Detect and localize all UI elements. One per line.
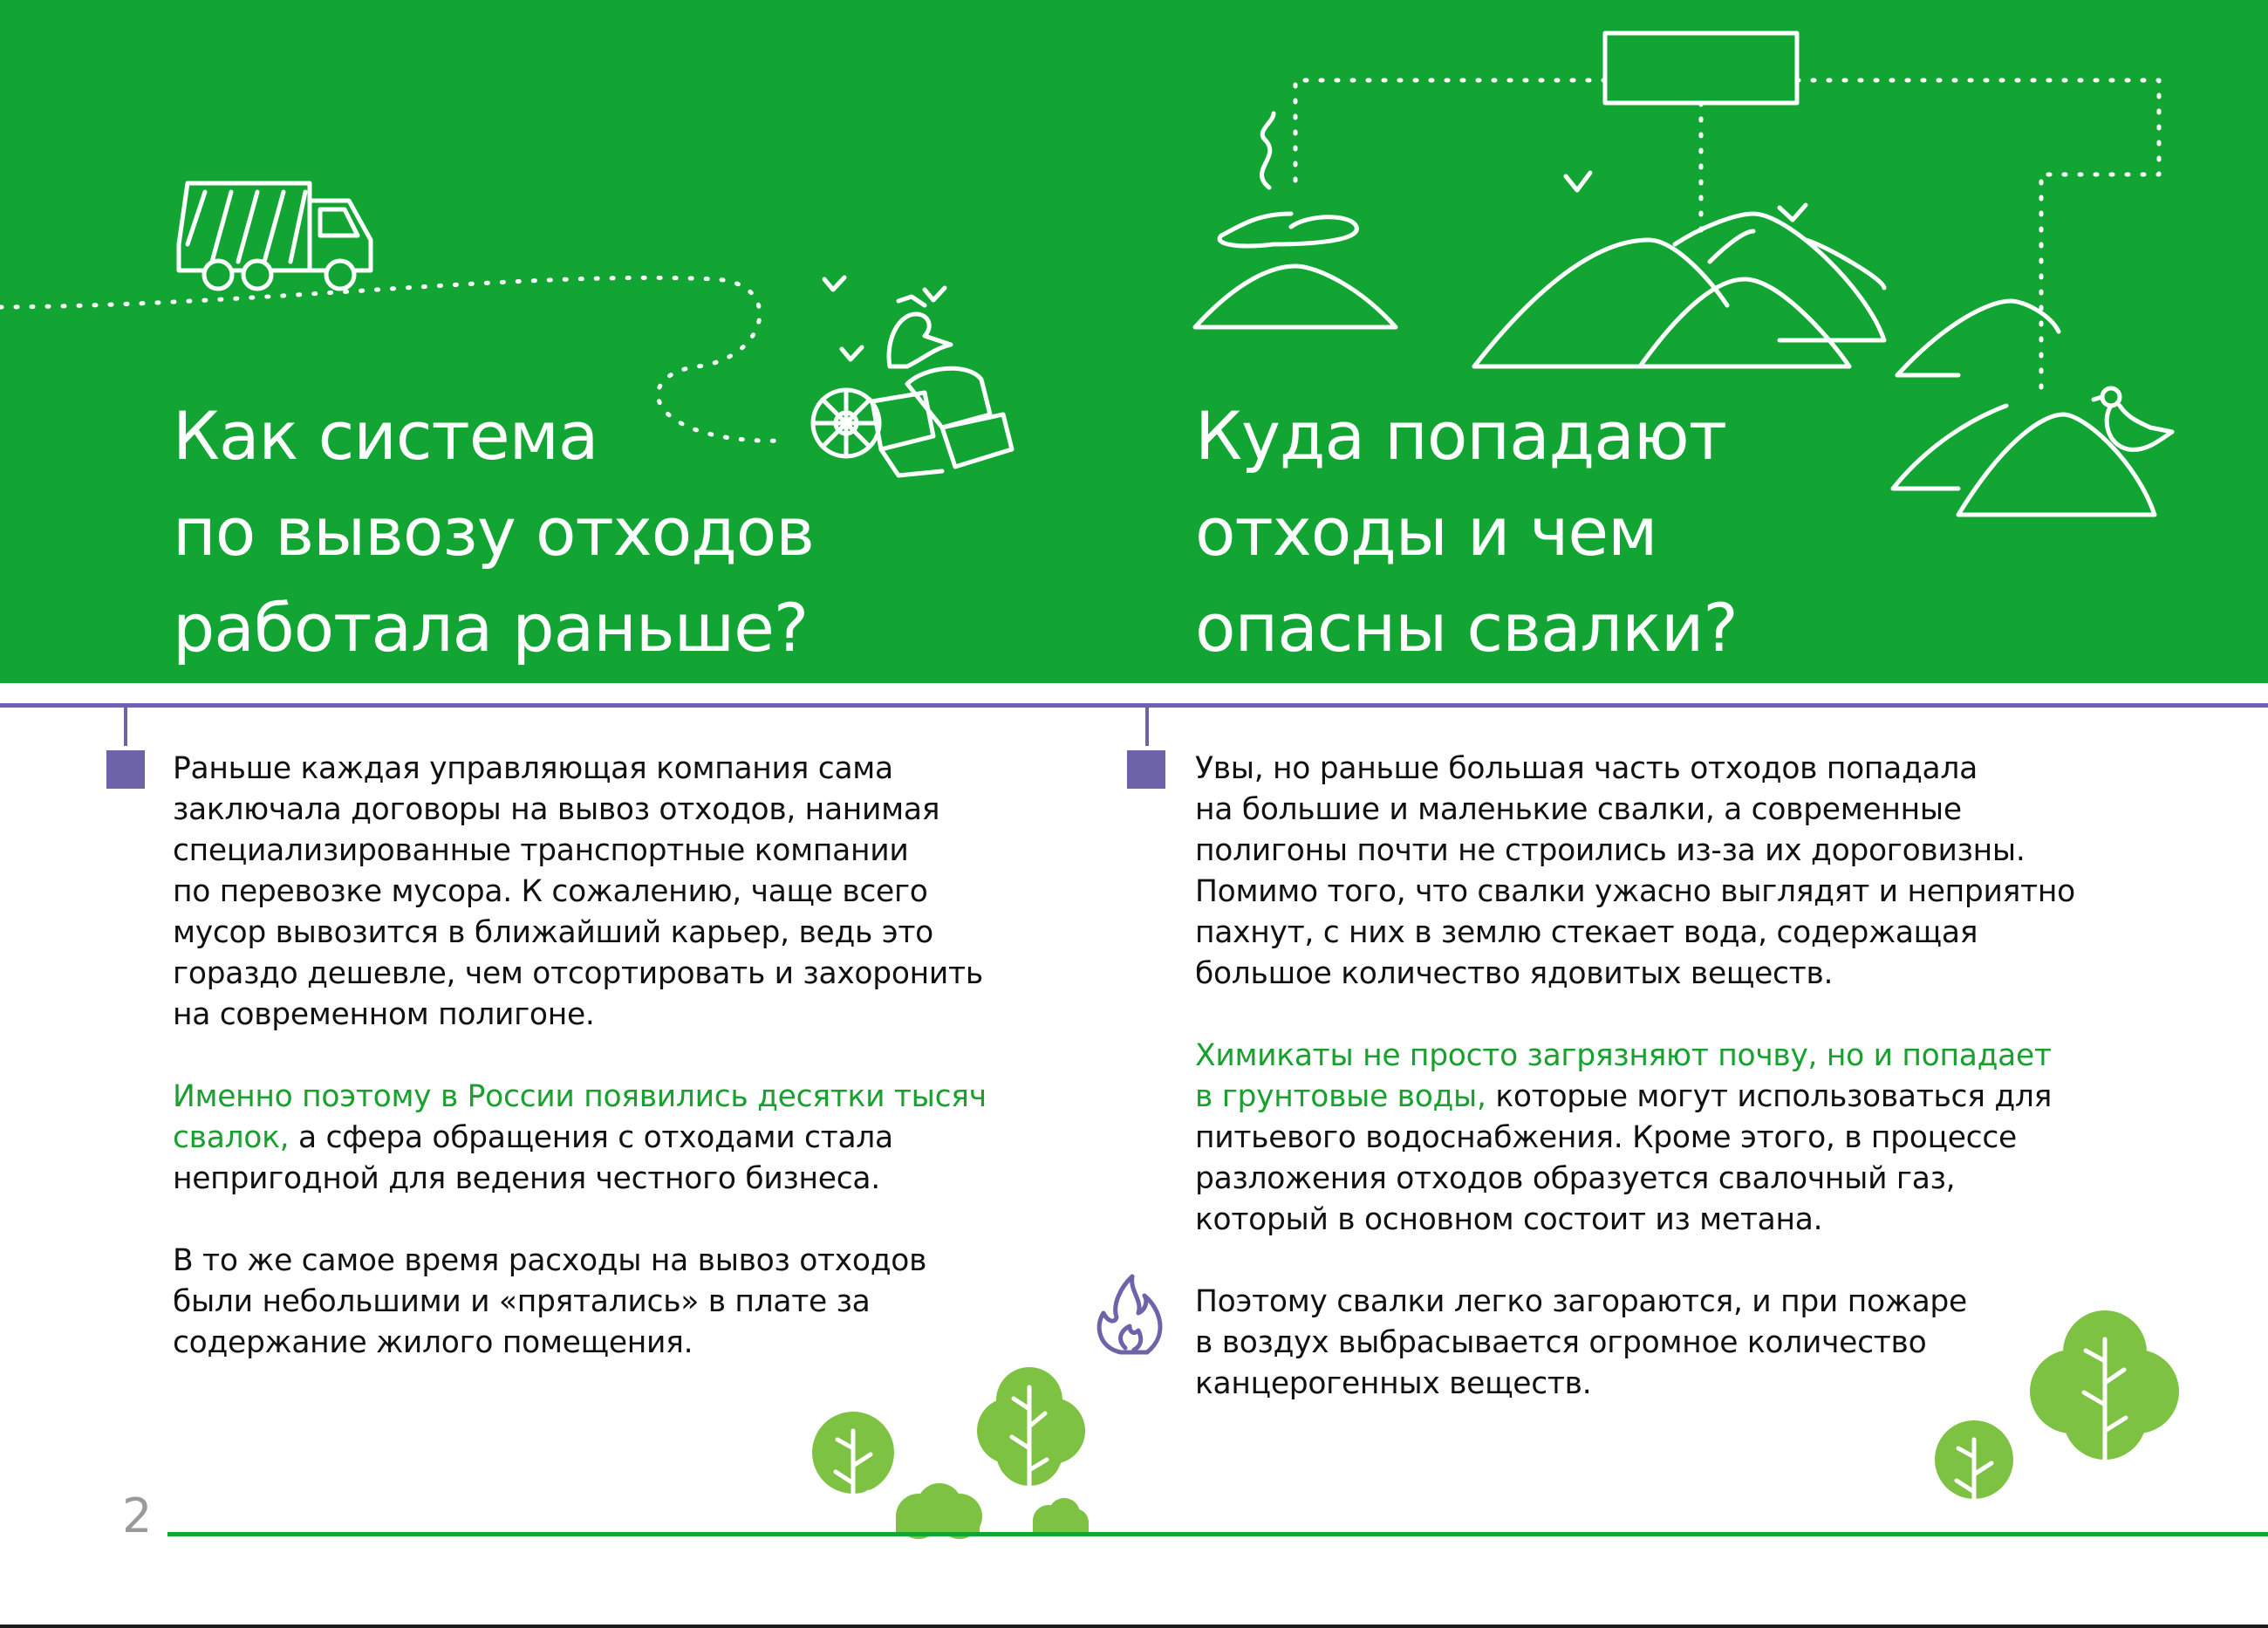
text-fragment: а сфера обращения с отходами стала xyxy=(289,1120,893,1155)
left-paragraph-1 xyxy=(173,749,987,1036)
tree-icon xyxy=(1029,1496,1090,1536)
tree-icon xyxy=(811,1409,898,1540)
text-line: большое количество ядовитых веществ. xyxy=(1195,956,1834,991)
trash-pile-icon xyxy=(803,262,1038,489)
tree-icon xyxy=(2028,1309,2181,1540)
text-line: полигоны почти не строились из-за их дороговизны. xyxy=(1195,833,2025,868)
right-bullet-square xyxy=(1127,750,1165,789)
bird-icon xyxy=(2089,384,2176,462)
left-heading-line: по вывозу отходов xyxy=(173,493,815,571)
text-line: содержание жилого помещения. xyxy=(173,1325,693,1360)
text-line: Увы, но раньше большая часть отходов попадала xyxy=(1195,751,1978,786)
text-line: по перевозке мусора. К сожалению, чаще всего xyxy=(173,874,928,909)
right-heading-line: отходы и чем xyxy=(1195,493,1657,571)
text-line: питьевого водоснабжения. Кроме этого, в процессе xyxy=(1195,1120,2017,1155)
left-column xyxy=(173,749,987,1405)
fire-icon xyxy=(1090,1269,1173,1357)
right-paragraph-3 xyxy=(1195,1282,2075,1405)
left-heading-line: работала раньше? xyxy=(173,589,809,667)
highlight-text: в грунтовые воды, xyxy=(1195,1079,1486,1114)
text-line: заключала договоры на вывоз отходов, нанимая xyxy=(173,792,940,827)
left-bullet-square xyxy=(106,750,145,789)
text-line: специализированные транспортные компании xyxy=(173,833,909,868)
text-line: канцерогенных веществ. xyxy=(1195,1366,1592,1401)
right-paragraph-2 xyxy=(1195,1036,2075,1241)
text-line: Раньше каждая управляющая компания сама xyxy=(173,751,893,786)
section-divider xyxy=(0,703,2268,708)
page-number: 2 xyxy=(122,1488,153,1543)
text-fragment: которые могут использоваться для xyxy=(1486,1079,2053,1114)
left-divider-tick xyxy=(124,708,127,746)
text-line: В то же самое время расходы на вывоз отходов xyxy=(173,1243,927,1278)
text-line: на современном полигоне. xyxy=(173,997,595,1032)
left-paragraph-3 xyxy=(173,1241,987,1364)
highlight-text: свалок, xyxy=(173,1120,290,1155)
tree-icon xyxy=(894,1483,981,1536)
text-line: Помимо того, что свалки ужасно выглядят и неприятно xyxy=(1195,874,2075,909)
text-line: на большие и маленькие свалки, а современные xyxy=(1195,792,1962,827)
right-column xyxy=(1195,749,2075,1446)
text-line: гораздо дешевле, чем отсортировать и захоронить xyxy=(173,956,983,991)
right-heading-line: Куда попадают xyxy=(1195,397,1727,475)
highlight-line: Именно поэтому в России появились десятки тысяч xyxy=(173,1079,987,1114)
right-heading-line: опасны свалки? xyxy=(1195,589,1738,667)
bottom-rule xyxy=(0,1625,2268,1628)
highlight-line: Химикаты не просто загрязняют почву, но и попадает xyxy=(1195,1038,2052,1073)
text-line: мусор вывозится в ближайший карьер, ведь это xyxy=(173,915,933,950)
right-paragraph-1 xyxy=(1195,749,2075,995)
text-line: в воздух выбрасывается огромное количество xyxy=(1195,1325,1927,1360)
left-paragraph-2 xyxy=(173,1077,987,1200)
left-heading xyxy=(173,388,814,676)
right-divider-tick xyxy=(1145,708,1149,746)
left-heading-line: Как система xyxy=(173,397,598,475)
text-line: Поэтому свалки легко загораются, и при пожаре xyxy=(1195,1284,1967,1319)
ground-line xyxy=(167,1532,2268,1536)
right-heading xyxy=(1195,388,1738,676)
text-line: пахнут, с них в землю стекает вода, содержащая xyxy=(1195,915,1978,950)
text-line: были небольшими и «прятались» в плате за xyxy=(173,1284,871,1319)
text-line: непригодной для ведения честного бизнеса. xyxy=(173,1161,880,1196)
tree-icon xyxy=(1932,1418,2019,1540)
text-line: который в основном состоит из метана. xyxy=(1195,1202,1823,1237)
text-line: разложения отходов образуется свалочный газ, xyxy=(1195,1161,1956,1196)
